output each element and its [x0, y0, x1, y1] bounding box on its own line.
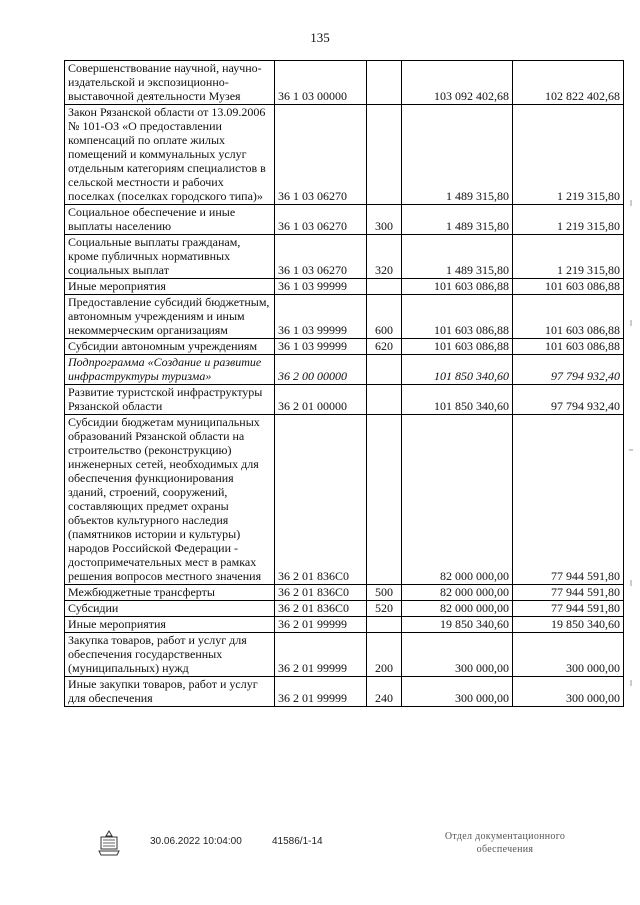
row-target-code: 36 2 01 99999	[275, 633, 367, 677]
table-row	[65, 205, 624, 235]
row-expense-type: 520	[367, 601, 402, 617]
table-row	[65, 235, 624, 279]
row-amount-plan: 1 489 315,80	[402, 235, 513, 279]
row-amount-actual: 101 603 086,88	[513, 339, 624, 355]
row-amount-actual: 77 944 591,80	[513, 601, 624, 617]
row-amount-plan: 82 000 000,00	[402, 585, 513, 601]
row-target-code: 36 2 01 00000	[275, 385, 367, 415]
row-amount-plan: 103 092 402,68	[402, 61, 513, 105]
row-name: Субсидии	[65, 601, 275, 617]
row-amount-plan: 101 603 086,88	[402, 295, 513, 339]
table-row	[65, 355, 624, 385]
table-row	[65, 105, 624, 205]
row-amount-actual: 1 219 315,80	[513, 205, 624, 235]
row-name: Иные мероприятия	[65, 279, 275, 295]
budget-table-body	[65, 61, 624, 707]
row-name: Субсидии автономным учреждениям	[65, 339, 275, 355]
row-amount-plan: 19 850 340,60	[402, 617, 513, 633]
row-amount-plan: 300 000,00	[402, 633, 513, 677]
row-expense-type: 500	[367, 585, 402, 601]
row-expense-type: 200	[367, 633, 402, 677]
row-target-code: 36 1 03 06270	[275, 105, 367, 205]
table-row	[65, 385, 624, 415]
row-name: Социальное обеспечение и иные выплаты населению	[65, 205, 275, 235]
row-amount-plan: 101 603 086,88	[402, 279, 513, 295]
row-name: Развитие туристской инфраструктуры Рязанской области	[65, 385, 275, 415]
row-name: Иные закупки товаров, работ и услуг для обеспечения	[65, 677, 275, 707]
row-expense-type: 320	[367, 235, 402, 279]
budget-table	[64, 60, 624, 707]
row-amount-actual: 300 000,00	[513, 633, 624, 677]
scan-margin-marks	[628, 200, 634, 700]
row-amount-actual: 97 794 932,40	[513, 355, 624, 385]
row-amount-plan: 82 000 000,00	[402, 415, 513, 585]
row-amount-plan: 82 000 000,00	[402, 601, 513, 617]
row-target-code: 36 2 01 836С0	[275, 415, 367, 585]
row-expense-type: 300	[367, 205, 402, 235]
table-row	[65, 617, 624, 633]
row-amount-plan: 300 000,00	[402, 677, 513, 707]
row-expense-type	[367, 415, 402, 585]
row-amount-actual: 101 603 086,88	[513, 279, 624, 295]
row-amount-plan: 101 850 340,60	[402, 355, 513, 385]
row-target-code: 36 1 03 99999	[275, 295, 367, 339]
row-amount-actual: 97 794 932,40	[513, 385, 624, 415]
table-row	[65, 601, 624, 617]
row-target-code: 36 2 01 99999	[275, 617, 367, 633]
table-row	[65, 339, 624, 355]
row-amount-actual: 77 944 591,80	[513, 585, 624, 601]
row-expense-type: 240	[367, 677, 402, 707]
table-row	[65, 295, 624, 339]
row-target-code: 36 1 03 06270	[275, 205, 367, 235]
row-name: Межбюджетные трансферты	[65, 585, 275, 601]
row-target-code: 36 2 01 836С0	[275, 601, 367, 617]
row-amount-plan: 101 603 086,88	[402, 339, 513, 355]
row-expense-type	[367, 279, 402, 295]
registry-stamp-icon	[94, 828, 124, 858]
footer-document-number: 41586/1-14	[272, 836, 323, 847]
row-name: Предоставление субсидий бюджетным, автономным учреждениям и иным некоммерческим организациям	[65, 295, 275, 339]
row-expense-type	[367, 61, 402, 105]
row-expense-type: 620	[367, 339, 402, 355]
table-row	[65, 585, 624, 601]
row-target-code: 36 1 03 99999	[275, 279, 367, 295]
row-target-code: 36 1 03 06270	[275, 235, 367, 279]
row-target-code: 36 2 01 836С0	[275, 585, 367, 601]
row-amount-actual: 102 822 402,68	[513, 61, 624, 105]
table-row	[65, 677, 624, 707]
row-amount-plan: 101 850 340,60	[402, 385, 513, 415]
row-expense-type	[367, 355, 402, 385]
row-target-code: 36 2 00 00000	[275, 355, 367, 385]
row-name: Закон Рязанской области от 13.09.2006 № 101-ОЗ «О предоставлении компенсаций по оплате жилых помещений и коммунальных услуг отдельным категориям специалистов в сельской местности и рабочих поселках (поселках городского типа)»	[65, 105, 275, 205]
row-expense-type	[367, 105, 402, 205]
row-name: Подпрограмма «Создание и развитие инфраструктуры туризма»	[65, 355, 275, 385]
row-target-code: 36 1 03 00000	[275, 61, 367, 105]
page-footer	[0, 828, 640, 888]
table-row	[65, 61, 624, 105]
row-target-code: 36 2 01 99999	[275, 677, 367, 707]
page-number: 135	[310, 30, 330, 45]
row-expense-type	[367, 385, 402, 415]
row-name: Закупка товаров, работ и услуг для обеспечения государственных (муниципальных) нужд	[65, 633, 275, 677]
row-amount-plan: 1 489 315,80	[402, 105, 513, 205]
table-row	[65, 415, 624, 585]
row-amount-actual: 101 603 086,88	[513, 295, 624, 339]
row-amount-actual: 300 000,00	[513, 677, 624, 707]
row-name: Иные мероприятия	[65, 617, 275, 633]
row-amount-actual: 1 219 315,80	[513, 235, 624, 279]
row-name: Социальные выплаты гражданам, кроме публичных нормативных социальных выплат	[65, 235, 275, 279]
row-amount-plan: 1 489 315,80	[402, 205, 513, 235]
row-amount-actual: 1 219 315,80	[513, 105, 624, 205]
footer-department: Отдел документационного обеспечения	[444, 831, 566, 855]
row-name: Совершенствование научной, научно-издательской и экспозиционно-выставочной деятельности Музея	[65, 61, 275, 105]
footer-datetime: 30.06.2022 10:04:00	[150, 836, 242, 847]
row-amount-actual: 77 944 591,80	[513, 415, 624, 585]
row-expense-type: 600	[367, 295, 402, 339]
table-row	[65, 279, 624, 295]
row-amount-actual: 19 850 340,60	[513, 617, 624, 633]
row-target-code: 36 1 03 99999	[275, 339, 367, 355]
table-row	[65, 633, 624, 677]
row-expense-type	[367, 617, 402, 633]
row-name: Субсидии бюджетам муниципальных образований Рязанской области на строительство (реконструкцию) инженерных сетей, необходимых для обеспечения функционирования зданий, строений, сооружений, составляющих предмет охраны объектов культурного наследия (памятников истории и культуры) народов Российской Федерации - достопримечательных мест в рамках решения вопросов местного значения	[65, 415, 275, 585]
